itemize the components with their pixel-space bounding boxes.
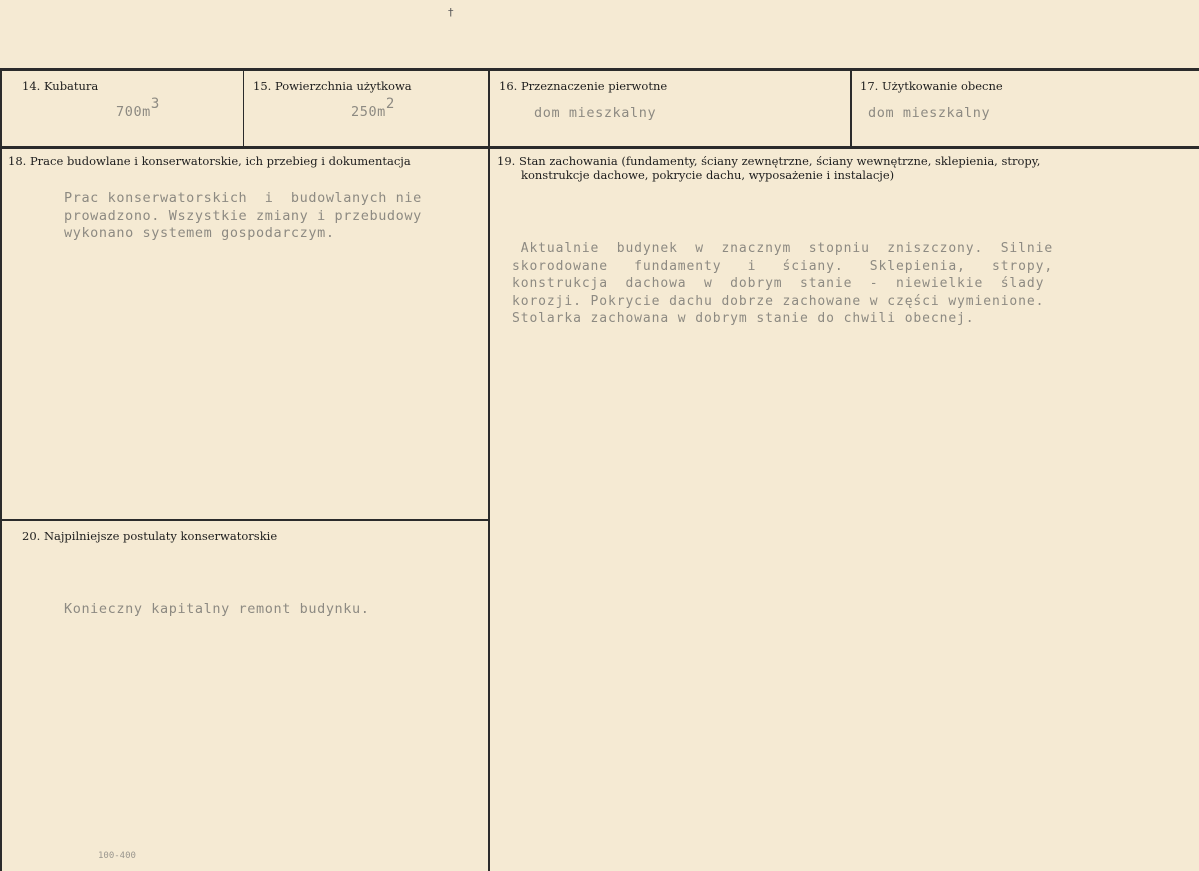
field-19-label-line2: konstrukcje dachowe, pokrycie dachu, wyposażenie i instalacje)	[521, 168, 895, 182]
volume-exponent: 3	[150, 96, 160, 112]
field-20-text: Konieczny kapitalny remont budynku.	[64, 601, 370, 617]
field-19-label-line1: 19. Stan zachowania (fundamenty, ściany zewnętrzne, ściany wewnętrzne, sklepienia, stropy,	[497, 154, 1041, 168]
field-15-label: 15. Powierzchnia użytkowa	[253, 79, 412, 93]
field-19-text: Aktualnie budynek w znacznym stopniu zniszczony. Silnie skorodowane fundamenty i ściany. Sklepienia, stropy, konstrukcja dachowa w dobrym stanie - niewielkie ślady korozji. Pokrycie dachu dobrze zachowane w części wymienione. Stolarka zachowana w dobrym stanie do chwili obecnej.	[512, 241, 1054, 326]
area-number: 250m	[351, 104, 386, 120]
field-16-value: dom mieszkalny	[534, 105, 657, 121]
field-18-text: Prac konserwatorskich i budowlanych nie prowadzono. Wszystkie zmiany i przebudowy wykonano systemem gospodarczym.	[64, 190, 422, 241]
field-14-value	[116, 96, 160, 120]
top-rule	[0, 68, 1199, 71]
field-14-label: 14. Kubatura	[22, 79, 99, 93]
field-20-label: 20. Najpilniejsze postulaty konserwatorskie	[22, 529, 278, 543]
field-17-value: dom mieszkalny	[868, 105, 991, 121]
field-15-value	[351, 96, 395, 120]
volume-number: 700m	[116, 104, 151, 120]
field-16-label: 16. Przeznaczenie pierwotne	[499, 79, 668, 93]
divider-14-15	[243, 70, 244, 148]
field-18-label: 18. Prace budowlane i konserwatorskie, ich przebieg i dokumentacja	[8, 154, 411, 168]
field-17-label: 17. Użytkowanie obecne	[860, 79, 1003, 93]
stamp-mark: 100-400	[98, 851, 136, 861]
row1-bottom-rule	[0, 146, 1199, 149]
left-border	[0, 68, 2, 871]
section-20-top-rule	[0, 519, 490, 521]
divider-15-16	[488, 70, 490, 871]
area-exponent: 2	[385, 96, 395, 112]
cross-mark: †	[448, 6, 454, 19]
divider-16-17	[850, 70, 852, 148]
